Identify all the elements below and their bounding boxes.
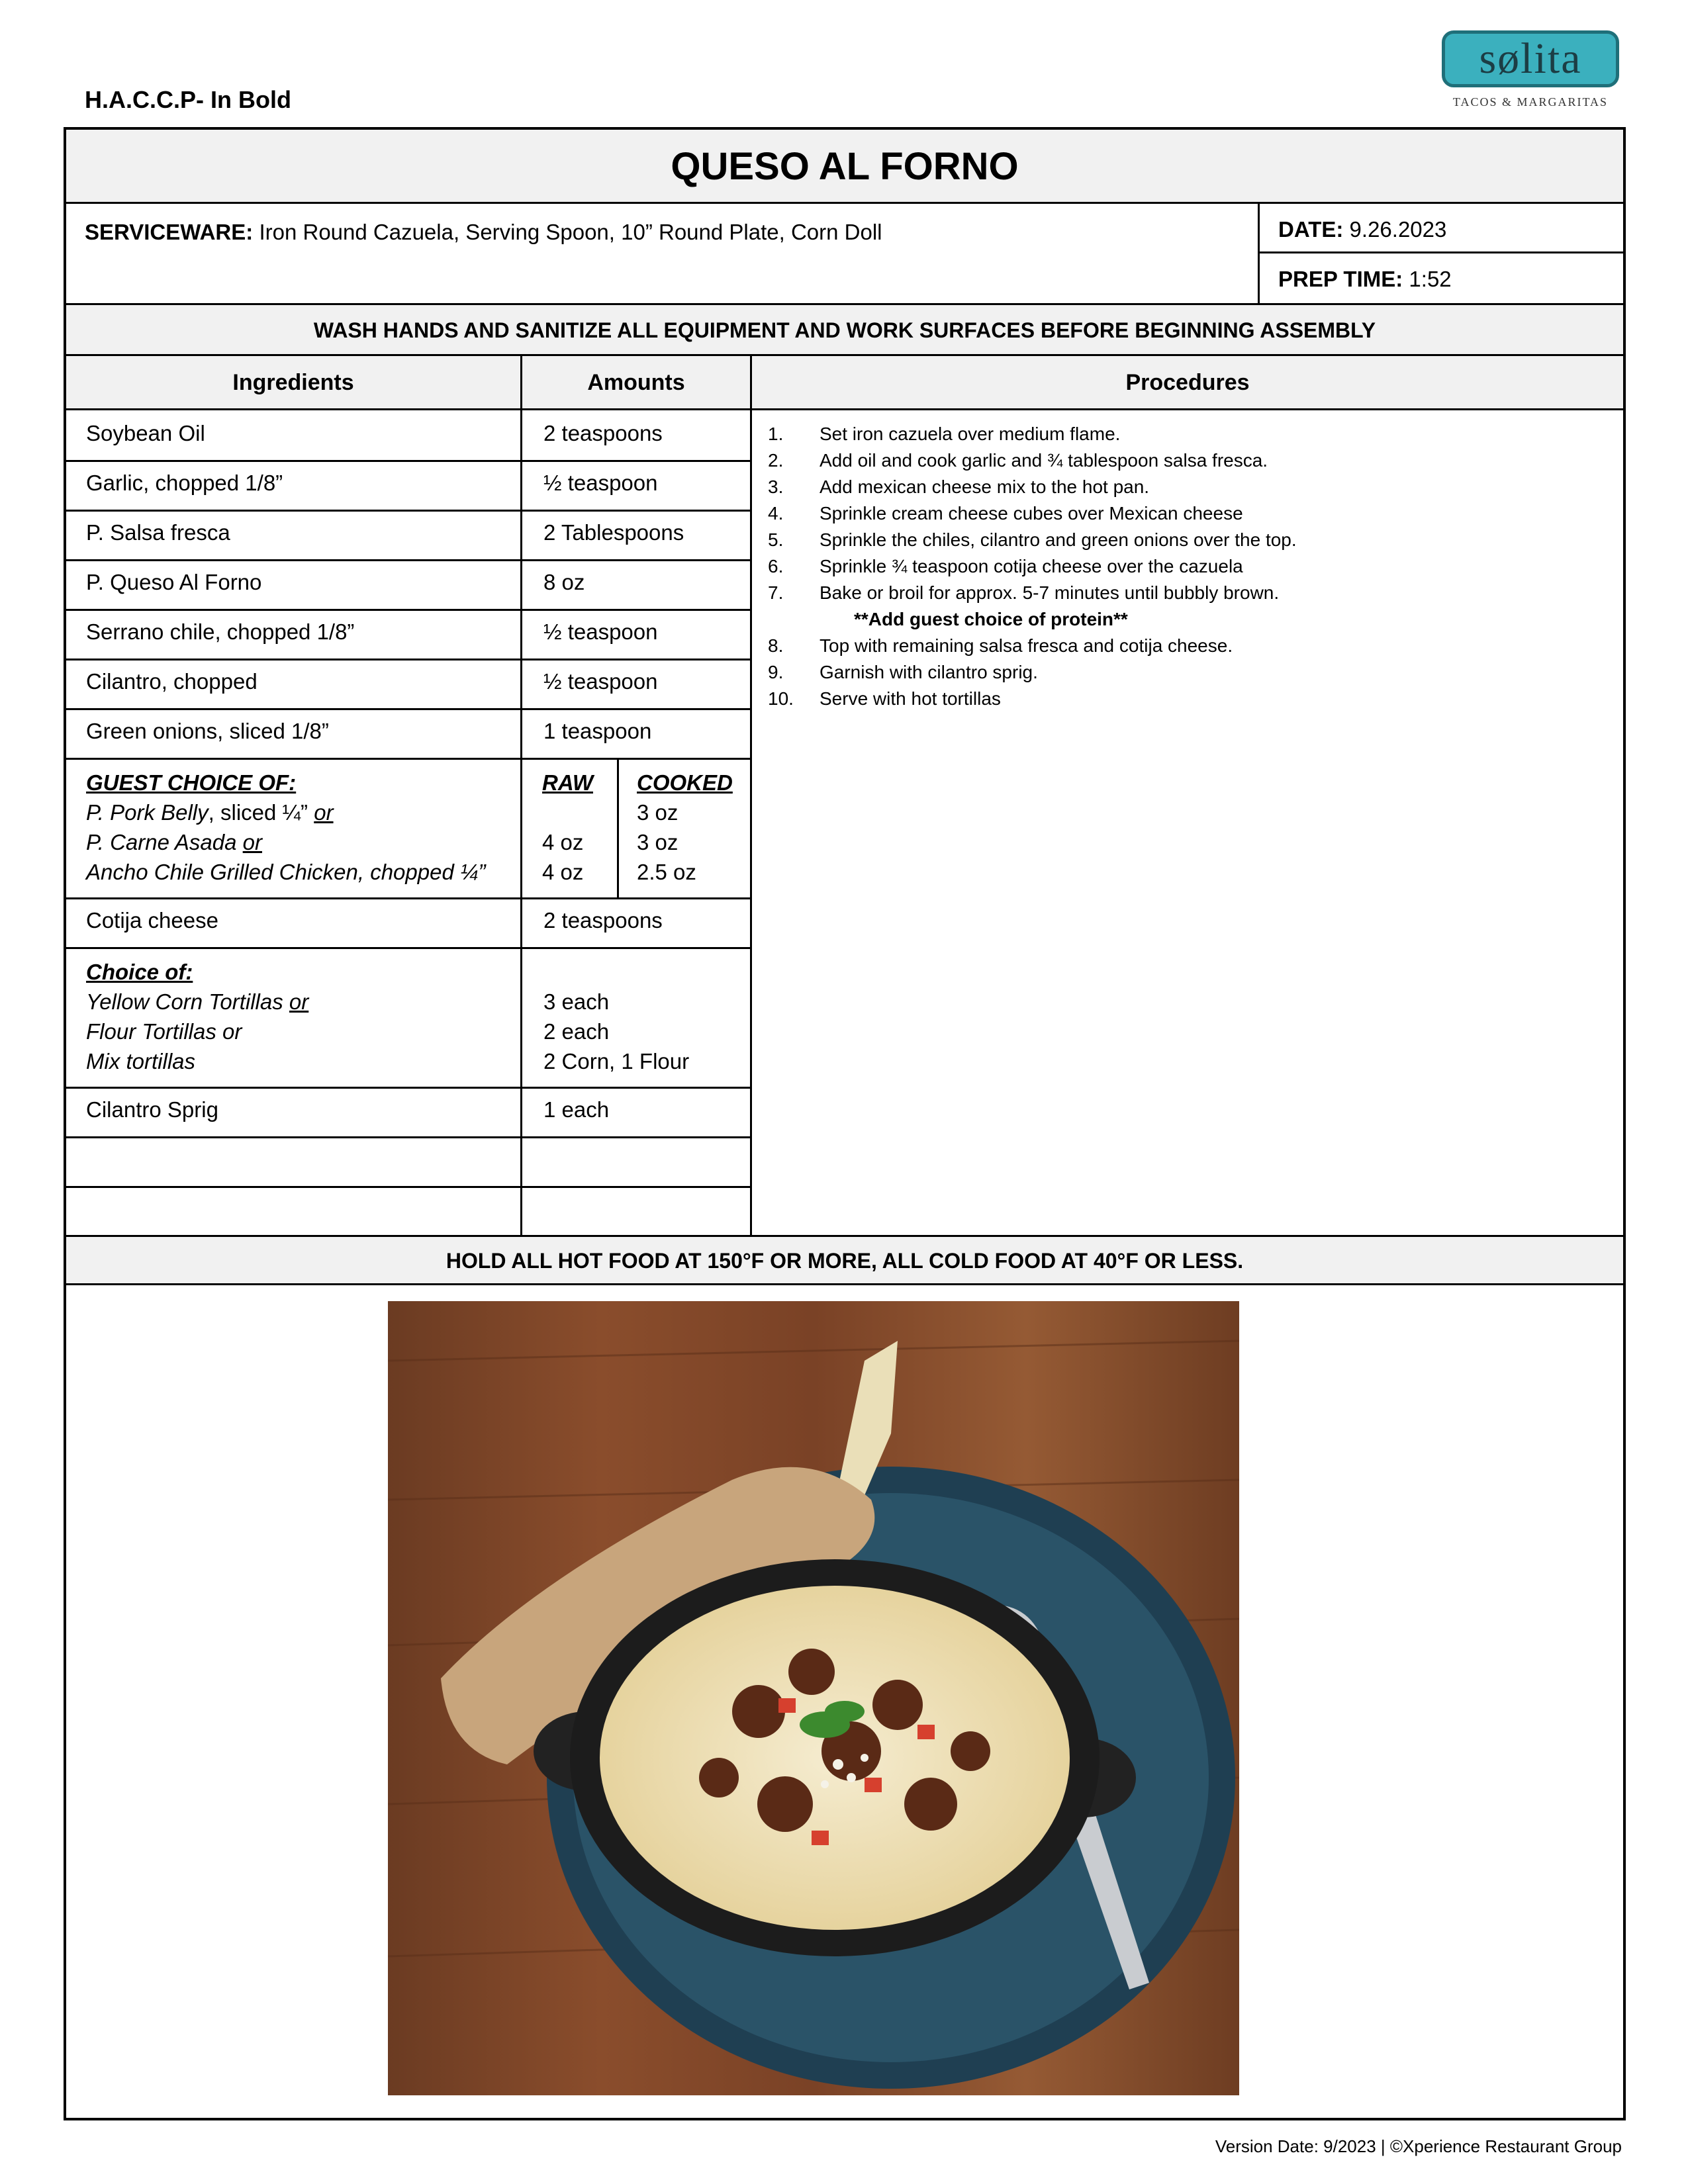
procedures-header: Procedures (752, 356, 1623, 410)
row-divider (66, 947, 752, 949)
ingredient-name: Soybean Oil (86, 421, 205, 445)
row-divider (66, 460, 752, 462)
raw-amount: 4 oz (542, 860, 584, 884)
date-value: 9.26.2023 (1343, 217, 1447, 242)
procedure-step: 1. Set iron cazuela over medium flame. (768, 424, 1121, 444)
recipe-title: QUESO AL FORNO (66, 130, 1623, 204)
ingredient-amount: ½ teaspoon (543, 669, 658, 694)
ingredient-amount: 1 teaspoon (543, 719, 652, 743)
protein-option: P. Carne Asada or (86, 830, 262, 854)
date (1258, 204, 1623, 253)
tortilla-amount: 3 each (543, 989, 610, 1014)
raw-amount (542, 797, 615, 827)
row-divider (66, 510, 752, 512)
row-divider (66, 708, 752, 710)
solita-logo: sølita (1442, 30, 1619, 87)
ingredient-amount: 2 teaspoons (543, 421, 663, 445)
raw-cooked-divider (617, 758, 619, 897)
cooked-amount: 2.5 oz (637, 860, 696, 884)
row-divider (66, 897, 752, 899)
ingredient-amount: 2 teaspoons (543, 908, 663, 933)
ingredient-amount: 8 oz (543, 570, 585, 594)
ingredients-header: Ingredients (66, 356, 522, 410)
tortilla-amount: 2 Corn, 1 Flour (543, 1049, 690, 1073)
ingredient-name: Green onions, sliced 1/8” (86, 719, 329, 743)
prep-time-label: PREP TIME: (1278, 267, 1403, 291)
logo-tagline: TACOS & MARGARITAS (1452, 95, 1609, 109)
procedure-step: 5. Sprinkle the chiles, cilantro and green onions over the top. (768, 529, 1297, 550)
row-divider (66, 1136, 752, 1138)
procedure-step: 6. Sprinkle ¾ teaspoon cotija cheese over the cazuela (768, 556, 1243, 576)
tortilla-option: Flour Tortillas or (86, 1019, 242, 1044)
procedure-step: 8. Top with remaining salsa fresca and cotija cheese. (768, 635, 1233, 656)
procedure-step: 4. Sprinkle cream cheese cubes over Mexican cheese (768, 503, 1243, 523)
prep-time (1258, 253, 1623, 303)
cooked-header: COOKED (637, 770, 733, 795)
serviceware-value: Iron Round Cazuela, Serving Spoon, 10” Round Plate, Corn Doll (253, 220, 882, 244)
cooked-amount: 3 oz (637, 800, 679, 825)
wash-banner: WASH HANDS AND SANITIZE ALL EQUIPMENT AND WORK SURFACES BEFORE BEGINNING ASSEMBLY (66, 303, 1623, 356)
tortilla-option: Yellow Corn Tortillas or (86, 989, 309, 1014)
raw-amount: 4 oz (542, 830, 584, 854)
procedures-list (768, 421, 1609, 712)
ingredient-amount: ½ teaspoon (543, 471, 658, 495)
version-footer: Version Date: 9/2023 | ©Xperience Restaurant Group (1215, 2136, 1622, 2156)
row-divider (66, 559, 752, 561)
procedure-step: 7. Bake or broil for approx. 5-7 minutes until bubbly brown. (768, 582, 1280, 603)
ingredient-amount: 2 Tablespoons (543, 520, 684, 545)
guest-choice-list (66, 768, 520, 887)
dish-photo (388, 1301, 1239, 2095)
tortilla-choice-list (66, 957, 520, 1076)
hold-temperature-banner: HOLD ALL HOT FOOD AT 150°F OR MORE, ALL COLD FOOD AT 40°F OR LESS. (66, 1235, 1623, 1285)
serviceware-label: SERVICEWARE: (85, 220, 254, 244)
row-divider (66, 609, 752, 611)
protein-option: Ancho Chile Grilled Chicken, chopped ¼” (86, 860, 486, 884)
ingredient-name: Cotija cheese (86, 908, 218, 933)
row-divider (66, 659, 752, 660)
ingredient-name: Cilantro, chopped (86, 669, 258, 694)
procedure-step: 3. Add mexican cheese mix to the hot pan. (768, 477, 1150, 497)
tortilla-option: Mix tortillas (86, 1049, 196, 1073)
row-divider (66, 1186, 752, 1188)
procedure-step: 2. Add oil and cook garlic and ¾ tablespoon salsa fresca. (768, 450, 1268, 471)
ingredient-name: Garlic, chopped 1/8” (86, 471, 283, 495)
haccp-note: H.A.C.C.P- In Bold (85, 86, 291, 113)
date-label: DATE: (1278, 217, 1344, 242)
row-divider (66, 758, 752, 760)
ingredient-name: Serrano chile, chopped 1/8” (86, 619, 355, 644)
guest-choice-heading: GUEST CHOICE OF: (86, 770, 297, 795)
ingredient-amount: 1 each (543, 1097, 610, 1122)
serviceware (66, 204, 1258, 303)
raw-column (542, 768, 615, 887)
amounts-header: Amounts (522, 356, 752, 410)
column-divider (750, 410, 752, 1235)
procedure-step: 9. Garnish with cilantro sprig. (768, 662, 1038, 682)
row-divider (66, 1087, 752, 1089)
raw-header: RAW (542, 770, 593, 795)
procedure-note: **Add guest choice of protein** (854, 609, 1128, 629)
procedure-step: 10. Serve with hot tortillas (768, 688, 1001, 709)
protein-option: P. Pork Belly, sliced ¼” or (86, 800, 334, 825)
ingredient-name: P. Queso Al Forno (86, 570, 262, 594)
tortilla-choice-heading: Choice of: (86, 960, 193, 984)
prep-time-value: 1:52 (1403, 267, 1452, 291)
recipe-card (64, 127, 1626, 2120)
ingredient-name: P. Salsa fresca (86, 520, 230, 545)
cooked-column (637, 768, 749, 887)
ingredient-amount: ½ teaspoon (543, 619, 658, 644)
cooked-amount: 3 oz (637, 830, 679, 854)
ingredient-name: Cilantro Sprig (86, 1097, 218, 1122)
tortilla-amounts (522, 987, 750, 1076)
tortilla-amount: 2 each (543, 1019, 610, 1044)
